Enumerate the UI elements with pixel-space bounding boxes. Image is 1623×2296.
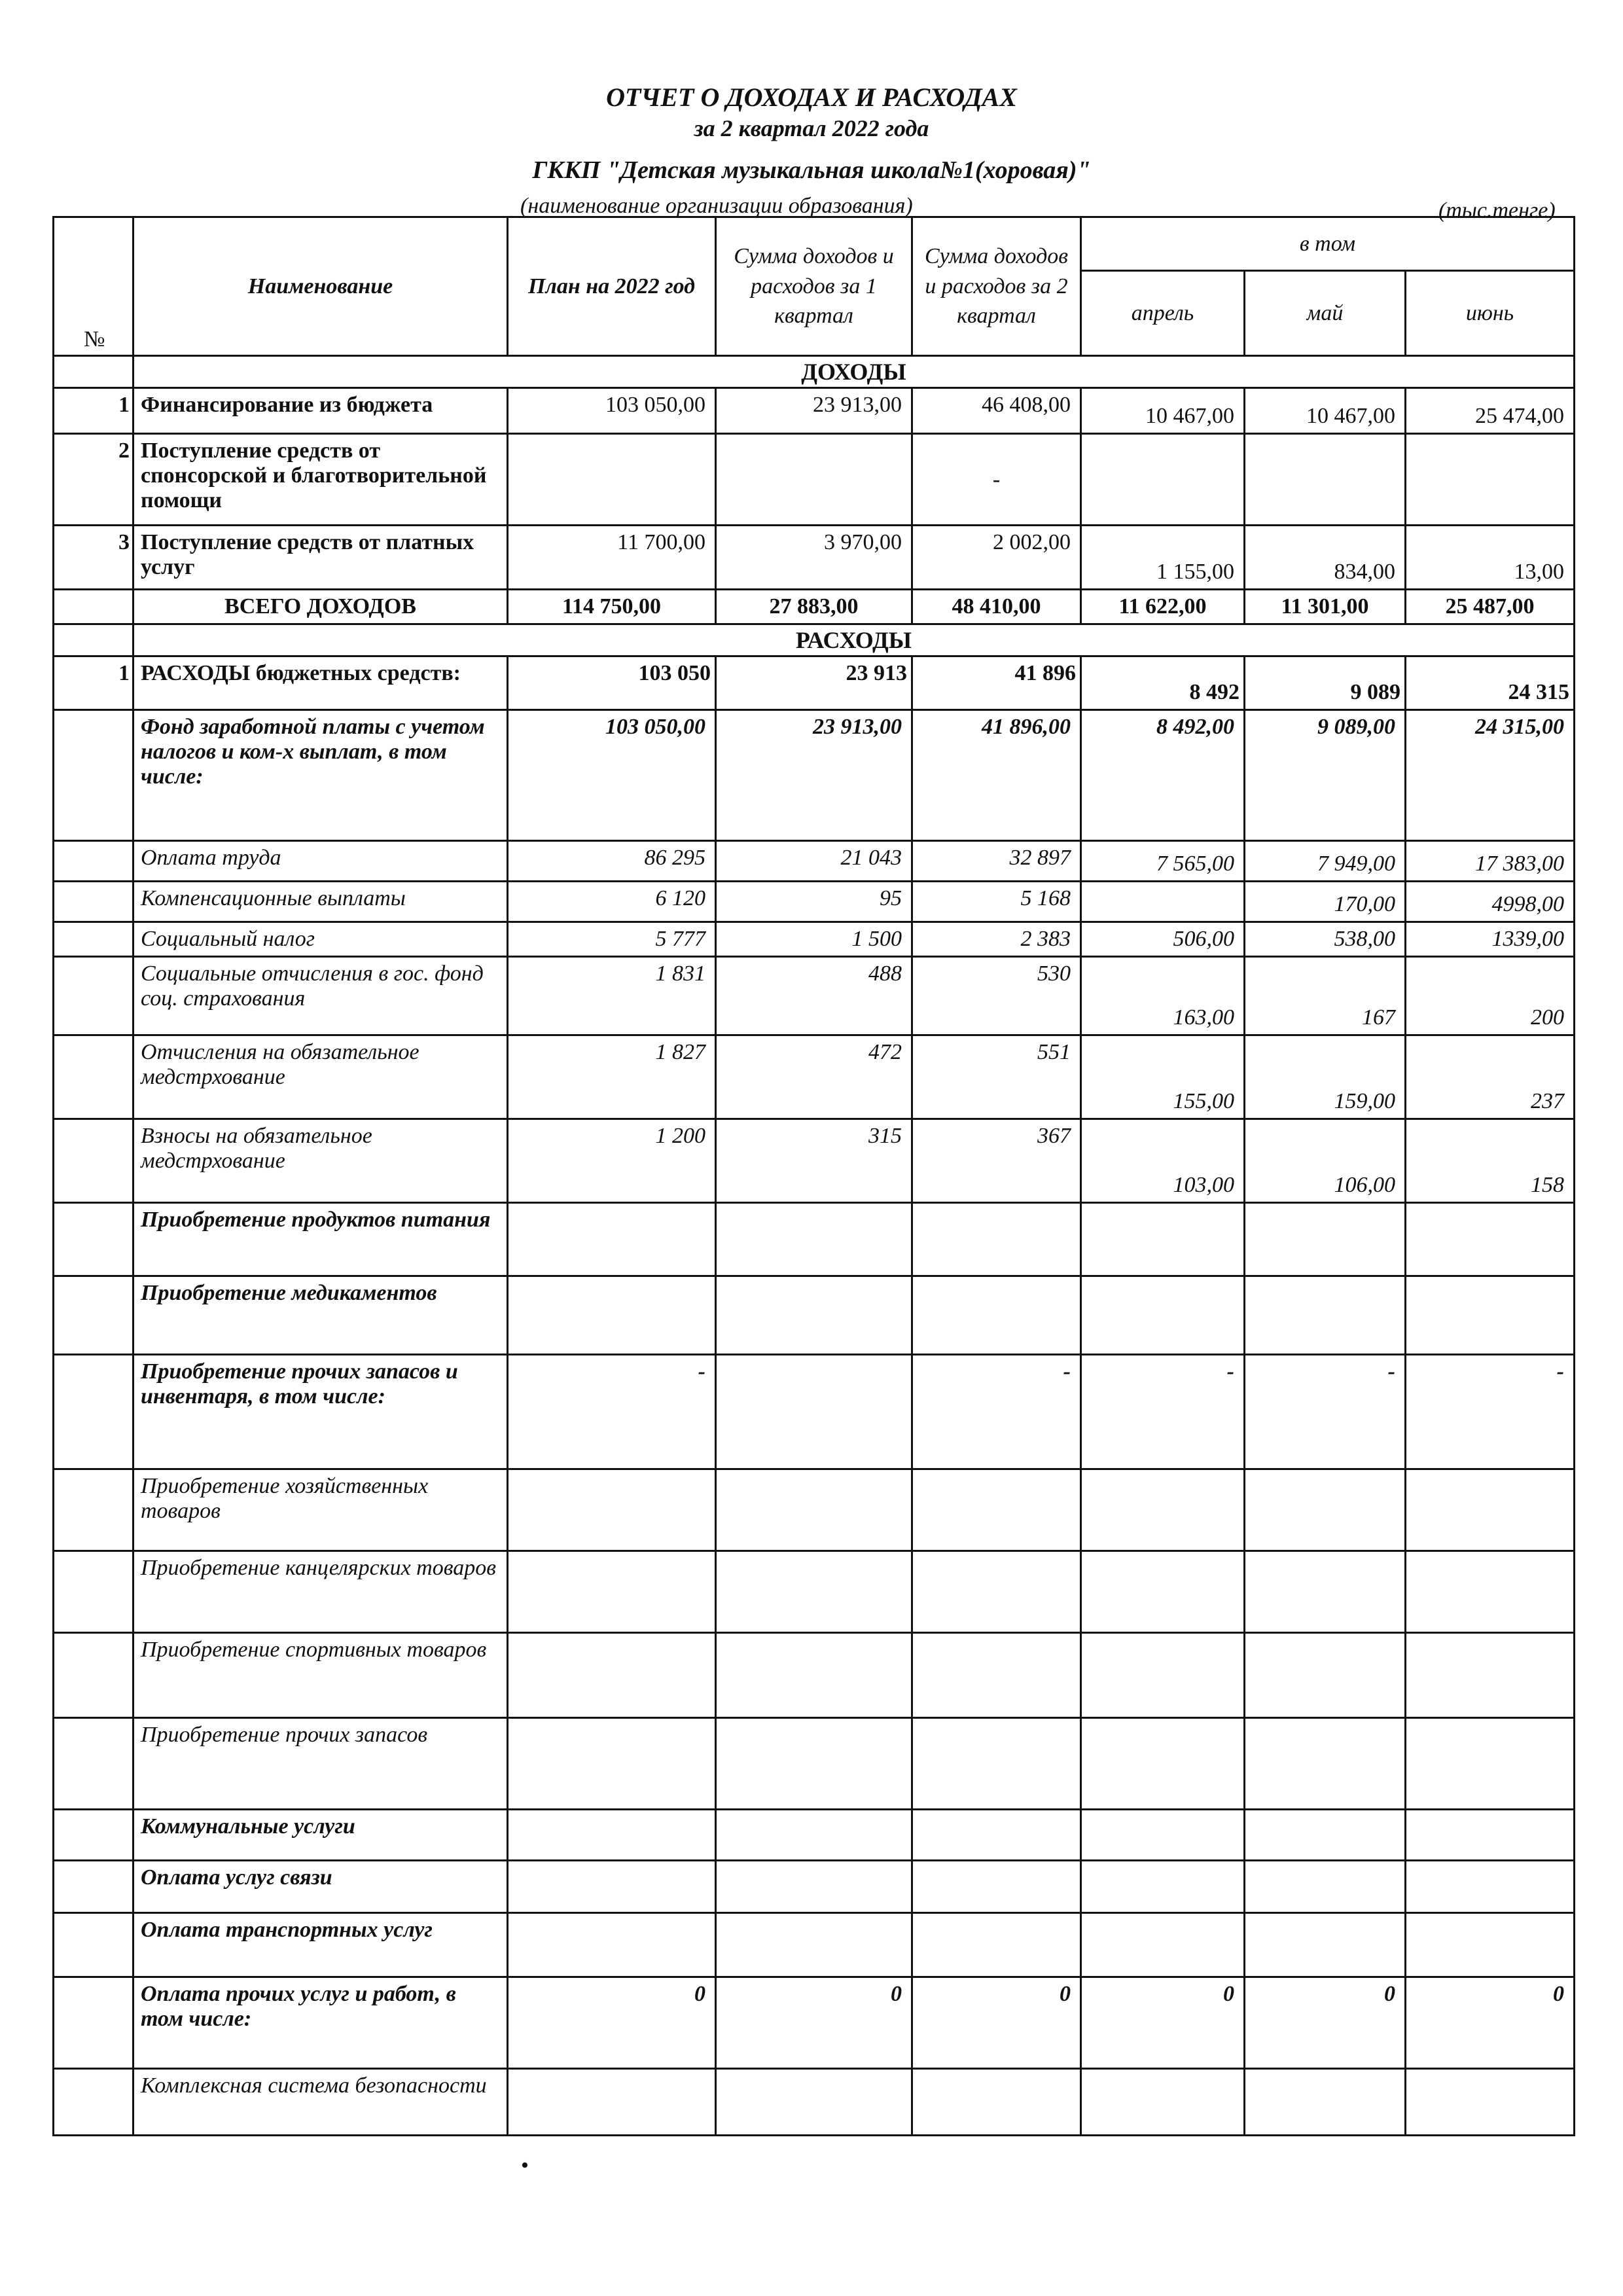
report-period: за 2 квартал 2022 года [694,115,929,141]
cell-q1 [716,1203,912,1276]
cell-m2 [1245,1203,1406,1276]
cell-m2: 9 089 [1245,656,1406,710]
cell-q2: 551 [912,1035,1081,1119]
cell-m3: 13,00 [1406,526,1575,590]
cell-m2: - [1245,1355,1406,1469]
cell-m1: - [1081,1355,1245,1469]
row-number [54,1119,134,1203]
col-header-including: в том [1081,217,1575,271]
col-header-may: май [1245,271,1406,356]
row-number [54,1718,134,1810]
cell-q1: 21 043 [716,841,912,882]
cell-plan [508,1633,716,1718]
stray-dot: • [521,2153,529,2178]
cell-m1 [1081,1633,1245,1718]
cell-m1: 0 [1081,1977,1245,2069]
row-number [54,1977,134,2069]
col-header-q2: Сумма доходов и расходов за 2 квартал [912,217,1081,356]
section-expense: РАСХОДЫ [134,624,1575,656]
cell-m2 [1245,1276,1406,1355]
cell-m3: 25 474,00 [1406,388,1575,434]
table-row [54,1203,1575,1276]
cell-plan [508,2069,716,2136]
cell-plan [508,1718,716,1810]
units-label: (тыс.тенге) [1438,198,1556,223]
cell-q1: 23 913,00 [716,388,912,434]
col-header-no: № [54,217,134,356]
cell-q1 [716,2069,912,2136]
cell-m2: 106,00 [1245,1119,1406,1203]
cell-m2: 9 089,00 [1245,710,1406,841]
cell-plan: 1 827 [508,1035,716,1119]
cell-q2: 367 [912,1119,1081,1203]
table-row [54,1810,1575,1861]
cell-m3 [1406,1469,1575,1551]
cell-m3 [1406,1861,1575,1913]
row-name: Социальные отчисления в гос. фонд соц. страхования [134,957,508,1035]
table-row [54,1718,1575,1810]
cell-plan [508,1203,716,1276]
cell-q2 [912,1203,1081,1276]
cell-plan: 103 050,00 [508,388,716,434]
cell-q2: 0 [912,1977,1081,2069]
table-row [54,710,1575,841]
row-name: Фонд заработной платы с учетом налогов и ком-х выплат, в том числе: [134,710,508,841]
cell-plan: 103 050 [508,656,716,710]
cell-m1: 8 492,00 [1081,710,1245,841]
table-row [54,1913,1575,1977]
row-name: Комплексная система безопасности [134,2069,508,2136]
cell-q1: 488 [716,957,912,1035]
cell-m3: 237 [1406,1035,1575,1119]
cell-plan: 1 200 [508,1119,716,1203]
cell-m1 [1081,1203,1245,1276]
row-name: Приобретение продуктов питания [134,1203,508,1276]
row-name: Поступление средств от платных услуг [134,526,508,590]
cell-q1: 95 [716,882,912,922]
cell-m1 [1081,1551,1245,1633]
table-row [54,1469,1575,1551]
table-row [54,1035,1575,1119]
cell-q2 [912,2069,1081,2136]
cell-m2: 11 301,00 [1245,590,1406,624]
cell-q1 [716,1276,912,1355]
cell-m3: 0 [1406,1977,1575,2069]
row-number: 3 [54,526,134,590]
row-name: Приобретение медикаментов [134,1276,508,1355]
cell-m2 [1245,1861,1406,1913]
cell-m3: 158 [1406,1119,1575,1203]
row-number [54,1810,134,1861]
row-number [54,1551,134,1633]
cell-m2: 159,00 [1245,1035,1406,1119]
cell-q2 [912,1633,1081,1718]
cell-m3: 4998,00 [1406,882,1575,922]
row-name: Оплата прочих услуг и работ, в том числе: [134,1977,508,2069]
cell-q2: 2 002,00 [912,526,1081,590]
cell-m3 [1406,1551,1575,1633]
cell-m3: 1339,00 [1406,922,1575,957]
table-row [54,1861,1575,1913]
table-row [54,656,1575,710]
row-name: Приобретение прочих запасов и инвентаря, в том числе: [134,1355,508,1469]
table-row [54,1276,1575,1355]
cell-m1: 8 492 [1081,656,1245,710]
cell-m1: 1 155,00 [1081,526,1245,590]
cell-q2: 48 410,00 [912,590,1081,624]
cell-m2 [1245,1913,1406,1977]
cell-plan [508,434,716,526]
row-name: Оплата услуг связи [134,1861,508,1913]
cell-m3 [1406,1633,1575,1718]
cell-m2: 0 [1245,1977,1406,2069]
cell-m3: 200 [1406,957,1575,1035]
cell-q1: 27 883,00 [716,590,912,624]
table-row [54,434,1575,526]
cell-m1 [1081,1469,1245,1551]
cell-m2 [1245,1469,1406,1551]
row-number [54,1469,134,1551]
cell-m2: 170,00 [1245,882,1406,922]
cell-plan: 0 [508,1977,716,2069]
cell-plan: 5 777 [508,922,716,957]
cell-q1 [716,1355,912,1469]
cell-q1 [716,1718,912,1810]
cell-plan [508,1810,716,1861]
row-number: 1 [54,656,134,710]
table-row [54,2069,1575,2136]
cell-m3 [1406,2069,1575,2136]
cell-q2: 2 383 [912,922,1081,957]
row-name: Приобретение канцелярских товаров [134,1551,508,1633]
cell-q2: 32 897 [912,841,1081,882]
row-number [54,1633,134,1718]
cell-m1 [1081,1276,1245,1355]
cell-q2: 41 896,00 [912,710,1081,841]
row-name: РАСХОДЫ бюджетных средств: [134,656,508,710]
cell-m3: 25 487,00 [1406,590,1575,624]
cell-m3: - [1406,1355,1575,1469]
cell-plan [508,1469,716,1551]
col-header-name: Наименование [134,217,508,356]
cell-m2 [1245,434,1406,526]
cell-m3: 17 383,00 [1406,841,1575,882]
row-number: 2 [54,434,134,526]
cell-plan: 6 120 [508,882,716,922]
cell-m2: 834,00 [1245,526,1406,590]
row-number [54,624,134,656]
cell-q1 [716,1469,912,1551]
table-row [54,1633,1575,1718]
row-number [54,1355,134,1469]
cell-m1 [1081,1913,1245,1977]
cell-m1: 163,00 [1081,957,1245,1035]
cell-q1 [716,434,912,526]
cell-m2: 167 [1245,957,1406,1035]
table-row [54,1977,1575,2069]
row-number [54,1913,134,1977]
table-row [54,388,1575,434]
row-number [54,922,134,957]
col-header-april: апрель [1081,271,1245,356]
cell-plan [508,1861,716,1913]
cell-plan: 86 295 [508,841,716,882]
row-name: Приобретение прочих запасов [134,1718,508,1810]
cell-plan: - [508,1355,716,1469]
row-number [54,841,134,882]
cell-m1 [1081,882,1245,922]
cell-q1: 1 500 [716,922,912,957]
cell-q1 [716,1810,912,1861]
row-name: Поступление средств от спонсорской и благотворительной помощи [134,434,508,526]
row-name: Взносы на обязательное медстрхование [134,1119,508,1203]
report-table [52,216,1575,2136]
col-header-plan: План на 2022 год [508,217,716,356]
organization-caption: (наименование организации образования) [520,194,913,218]
row-number [54,957,134,1035]
row-name: Социальный налог [134,922,508,957]
cell-plan [508,1913,716,1977]
cell-q1: 472 [716,1035,912,1119]
cell-plan [508,1276,716,1355]
cell-m3 [1406,1276,1575,1355]
table-row [54,922,1575,957]
table-row [54,841,1575,882]
cell-q2: 41 896 [912,656,1081,710]
cell-q1: 0 [716,1977,912,2069]
cell-q2: - [912,1355,1081,1469]
cell-m1 [1081,1861,1245,1913]
cell-q1 [716,1861,912,1913]
cell-m1 [1081,434,1245,526]
cell-m2 [1245,1633,1406,1718]
cell-plan: 103 050,00 [508,710,716,841]
cell-q1: 23 913 [716,656,912,710]
cell-q1: 315 [716,1119,912,1203]
cell-m2 [1245,1718,1406,1810]
cell-m2 [1245,1810,1406,1861]
cell-q2: - [912,434,1081,526]
cell-m2 [1245,2069,1406,2136]
row-name: Приобретение спортивных товаров [134,1633,508,1718]
cell-q2 [912,1718,1081,1810]
row-name: Компенсационные выплаты [134,882,508,922]
cell-plan: 114 750,00 [508,590,716,624]
cell-m3 [1406,1913,1575,1977]
cell-q1 [716,1551,912,1633]
row-number [54,1203,134,1276]
organization-name: ГККП "Детская музыкальная школа№1(хоровая)" [532,156,1091,184]
row-number [54,1035,134,1119]
cell-q2 [912,1913,1081,1977]
cell-plan [508,1551,716,1633]
cell-m3: 24 315 [1406,656,1575,710]
row-name: ВСЕГО ДОХОДОВ [134,590,508,624]
cell-m1: 7 565,00 [1081,841,1245,882]
cell-q1 [716,1633,912,1718]
section-income: ДОХОДЫ [134,356,1575,388]
cell-q1: 23 913,00 [716,710,912,841]
cell-q1 [716,1913,912,1977]
table-row [54,1551,1575,1633]
cell-m2: 10 467,00 [1245,388,1406,434]
table-row [54,957,1575,1035]
row-number [54,1861,134,1913]
cell-plan: 11 700,00 [508,526,716,590]
cell-m3 [1406,1810,1575,1861]
col-header-june: июнь [1406,271,1575,356]
cell-q2: 46 408,00 [912,388,1081,434]
table-row [54,526,1575,590]
cell-q2: 530 [912,957,1081,1035]
cell-m1 [1081,1810,1245,1861]
row-number [54,590,134,624]
cell-q2 [912,1551,1081,1633]
table-row [54,1355,1575,1469]
row-name: Коммунальные услуги [134,1810,508,1861]
cell-q2 [912,1810,1081,1861]
cell-m1: 506,00 [1081,922,1245,957]
cell-m2 [1245,1551,1406,1633]
cell-m1: 155,00 [1081,1035,1245,1119]
cell-q1: 3 970,00 [716,526,912,590]
cell-q2 [912,1276,1081,1355]
report-title: ОТЧЕТ О ДОХОДАХ И РАСХОДАХ [606,82,1017,112]
cell-plan: 1 831 [508,957,716,1035]
cell-m2: 538,00 [1245,922,1406,957]
table-row-total [54,590,1575,624]
row-name: Приобретение хозяйственных товаров [134,1469,508,1551]
cell-m1 [1081,1718,1245,1810]
cell-m1: 10 467,00 [1081,388,1245,434]
cell-q2 [912,1861,1081,1913]
row-number [54,710,134,841]
table-row [54,1119,1575,1203]
cell-m3 [1406,434,1575,526]
row-number [54,1276,134,1355]
col-header-q1: Сумма доходов и расходов за 1 квартал [716,217,912,356]
row-number [54,882,134,922]
cell-m2: 7 949,00 [1245,841,1406,882]
cell-q2: 5 168 [912,882,1081,922]
table-row [54,882,1575,922]
cell-m1: 103,00 [1081,1119,1245,1203]
cell-m1: 11 622,00 [1081,590,1245,624]
cell-q2 [912,1469,1081,1551]
row-name: Оплата труда [134,841,508,882]
cell-m3 [1406,1203,1575,1276]
row-name: Оплата транспортных услуг [134,1913,508,1977]
row-name: Финансирование из бюджета [134,388,508,434]
row-number [54,2069,134,2136]
row-number: 1 [54,388,134,434]
row-name: Отчисления на обязательное медстрхование [134,1035,508,1119]
cell-m1 [1081,2069,1245,2136]
cell-m3 [1406,1718,1575,1810]
cell-m3: 24 315,00 [1406,710,1575,841]
